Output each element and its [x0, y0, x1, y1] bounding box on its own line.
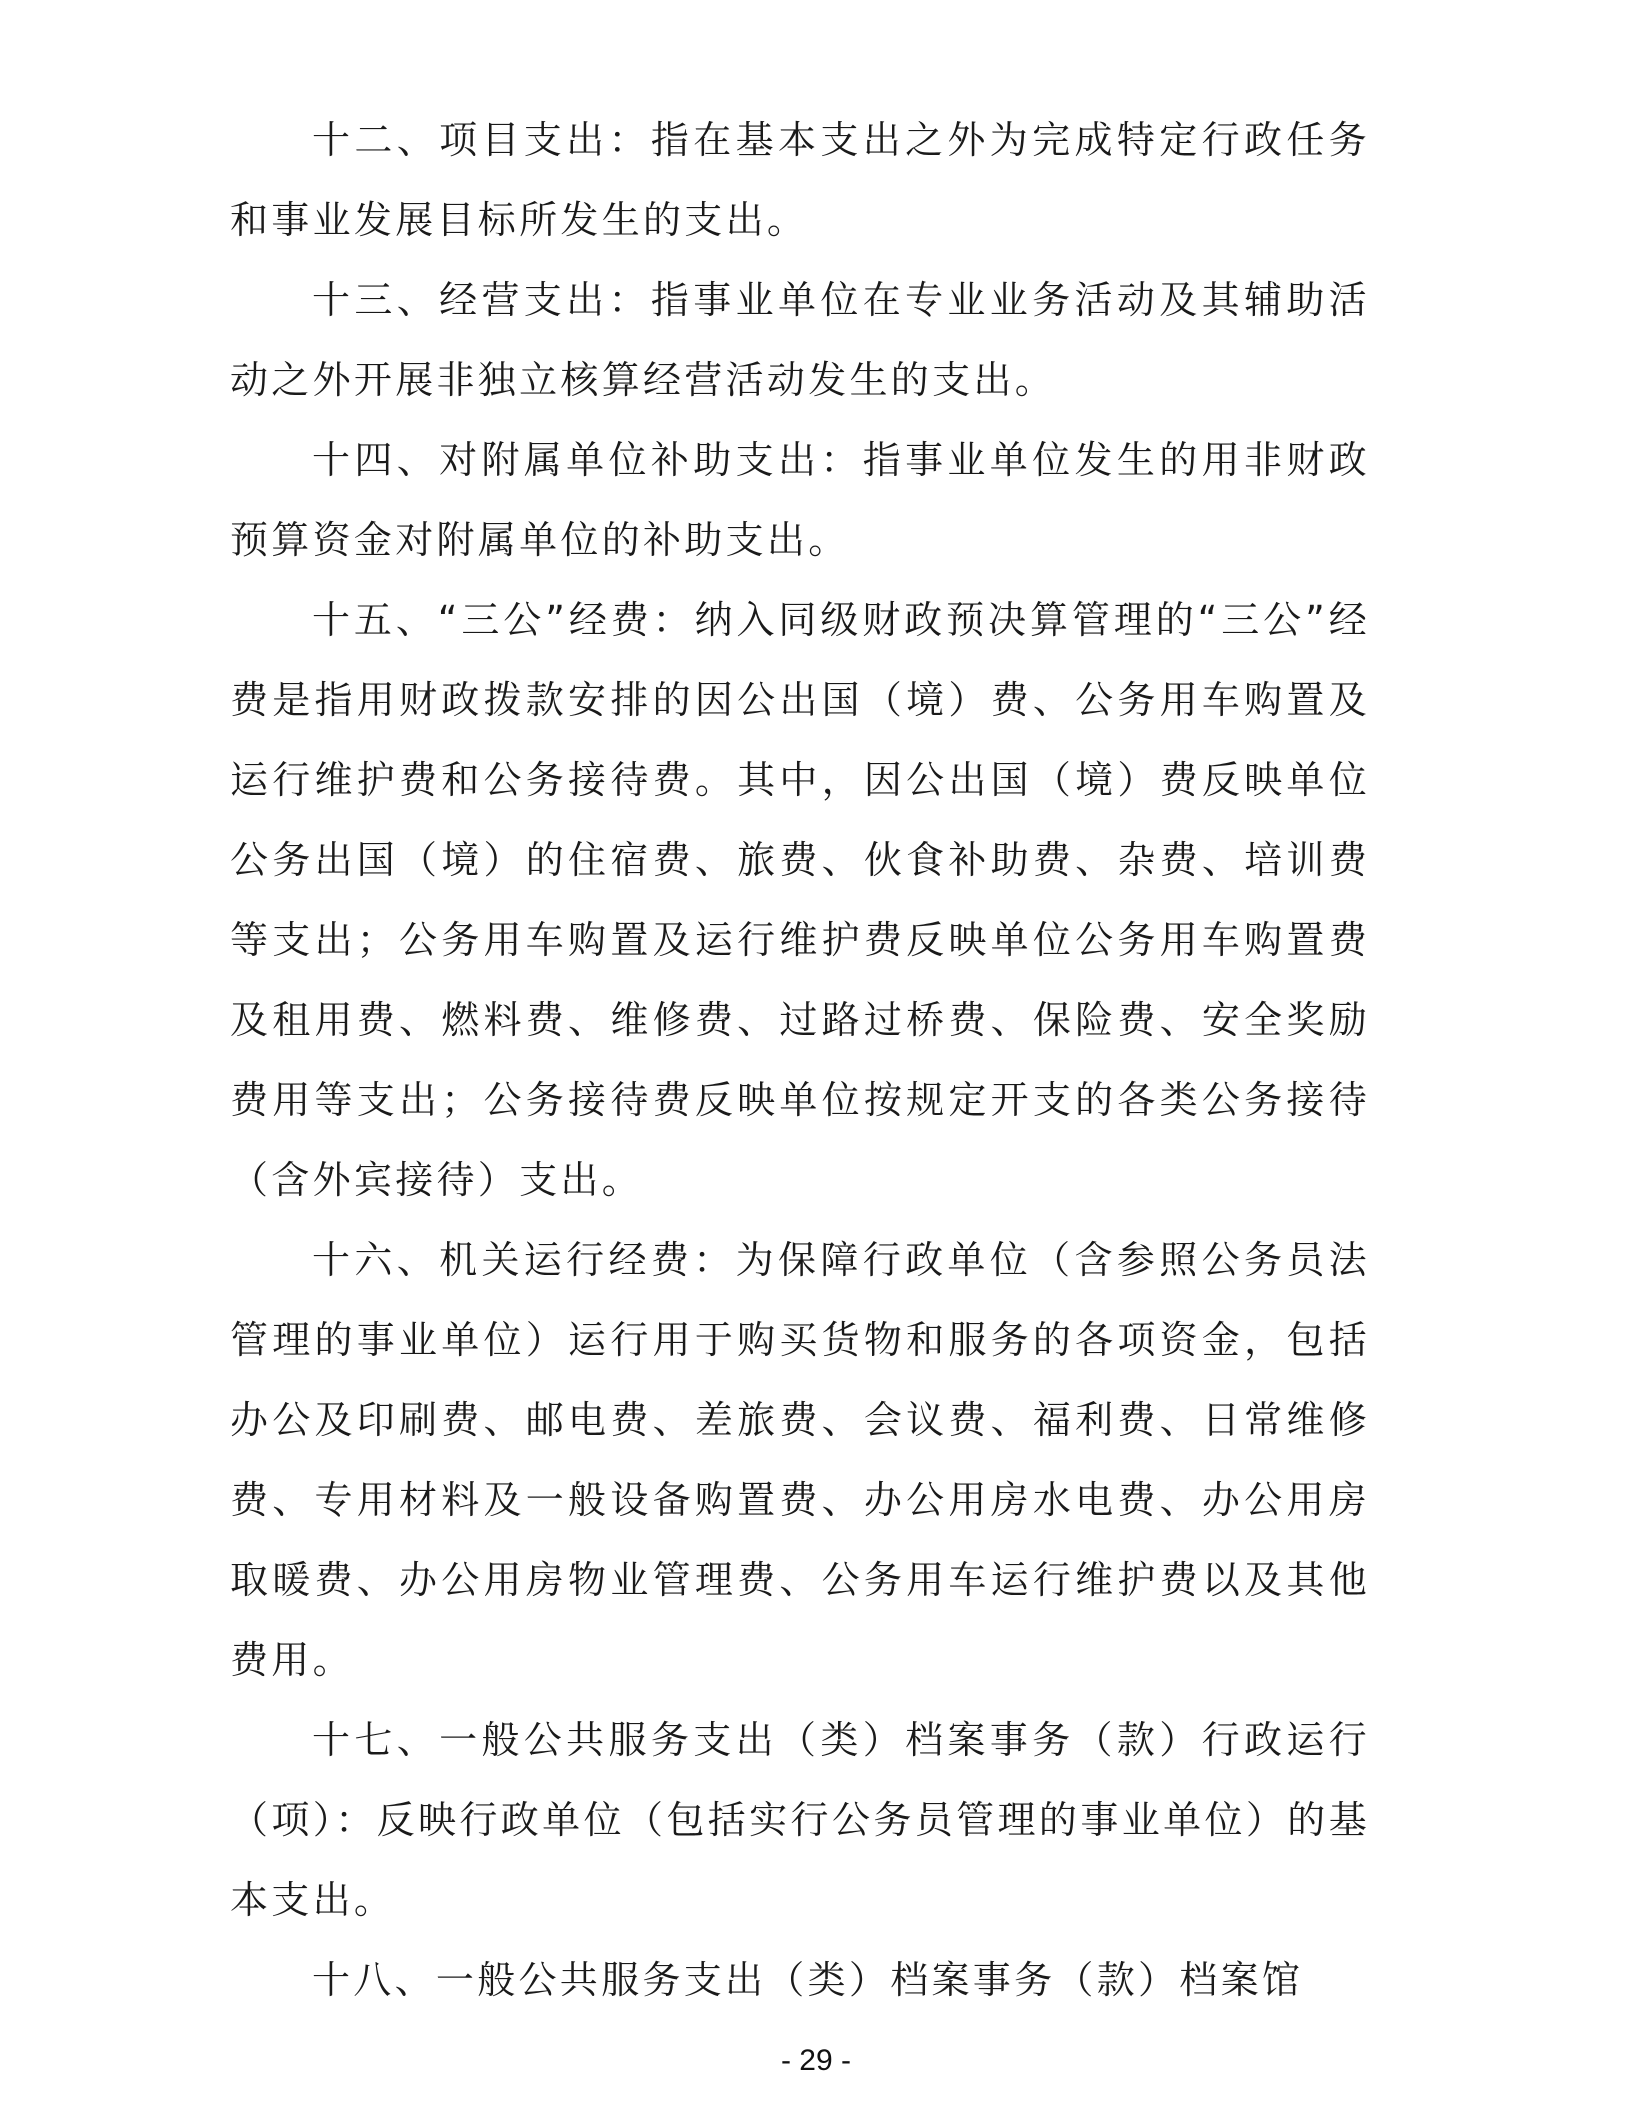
page-number: - 29 -	[780, 2044, 852, 2077]
paragraph-archives-museum: 十八、一般公共服务支出（类）档案事务（款）档案馆	[312, 1958, 1304, 2002]
paragraph-archives-administration: 十七、一般公共服务支出（类）档案事务（款）行政运行（项）：反映行政单位（包括实行公务员管理的事业单位）的基本支出。	[230, 1718, 1370, 1922]
paragraph-project-expenditure: 十二、项目支出：指在基本支出之外为完成特定行政任务和事业发展目标所发生的支出。	[230, 118, 1370, 242]
paragraph-agency-operating-funds: 十六、机关运行经费：为保障行政单位（含参照公务员法管理的事业单位）运行用于购买货物和服务的各项资金，包括办公及印刷费、邮电费、差旅费、会议费、福利费、日常维修费、专用材料及一般设备购置费、办公用房水电费、办公用房取暖费、办公用房物业管理费、公务用车运行维护费以及其他费用。	[230, 1238, 1370, 1682]
paragraph-subsidiary-subsidy: 十四、对附属单位补助支出：指事业单位发生的用非财政预算资金对附属单位的补助支出。	[230, 438, 1370, 562]
paragraph-three-public-expenses: 十五、“三公”经费：纳入同级财政预决算管理的“三公”经费是指用财政拨款安排的因公出国（境）费、公务用车购置及运行维护费和公务接待费。其中，因公出国（境）费反映单位公务出国（境）的住宿费、旅费、伙食补助费、杂费、培训费等支出；公务用车购置及运行维护费反映单位公务用车购置费及租用费、燃料费、维修费、过路过桥费、保险费、安全奖励费用等支出；公务接待费反映单位按规定开支的各类公务接待（含外宾接待）支出。	[230, 598, 1370, 1202]
document-body	[230, 100, 1370, 2020]
paragraph-operating-expenditure: 十三、经营支出：指事业单位在专业业务活动及其辅助活动之外开展非独立核算经营活动发生的支出。	[230, 278, 1370, 402]
